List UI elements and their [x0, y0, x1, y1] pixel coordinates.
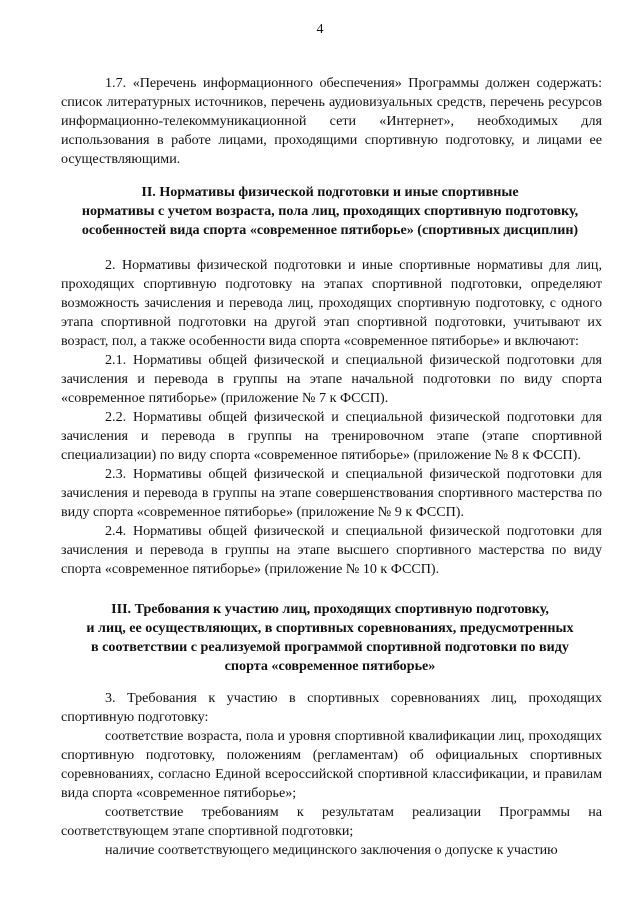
paragraph-3-item-3: наличие соответствующего медицинского заключения о допуске к участию — [105, 842, 558, 858]
section-2-heading — [40, 183, 620, 240]
paragraph-3: 3. Требования к участию в спортивных соревнованиях лиц, проходящих спортивную подготовку: — [61, 690, 602, 725]
heading-line: особенностей вида спорта «современное пятиборье» (спортивных дисциплин) — [81, 222, 579, 238]
paragraph-3-item-2: соответствие требованиям к результатам реализации Программы на соответствующем этапе спортивной подготовки; — [61, 804, 602, 839]
heading-line: II. Нормативы физической подготовки и иные спортивные — [141, 184, 519, 200]
paragraph-2: 2. Нормативы физической подготовки и иные спортивные нормативы для лиц, проходящих спортивную подготовку на этапах спортивной подготовки, определяют возможность зачисления и перевода лиц, проходящих спортивную подготовку, с одного этапа спортивной подготовки на другой этап спортивной подготовки, учитывают их возраст, пол, а также особенности вида спорта «современное пятиборье» и включают: — [61, 257, 602, 349]
page-number: 4 — [316, 22, 324, 37]
heading-line: III. Требования к участию лиц, проходящих спортивную подготовку, — [111, 601, 549, 617]
section-3-body — [61, 689, 602, 860]
paragraph-1-7: 1.7. «Перечень информационного обеспечения» Программы должен содержать: список литературных источников, перечень аудиовизуальных средств, перечень ресурсов информационно-телекоммуникационной сети «Интернет», необходимых для использования в работе лицами, проходящими спортивную подготовку, и лицами ее осуществляющими. — [61, 75, 602, 167]
heading-line: спорта «современное пятиборье» — [224, 658, 436, 674]
section-3-heading — [40, 600, 620, 676]
heading-line: нормативы с учетом возраста, пола лиц, проходящих спортивную подготовку, — [81, 203, 579, 219]
paragraph-3-item-1: соответствие возраста, пола и уровня спортивной квалификации лиц, проходящих спортивную подготовку, положениям (регламентам) об официальных спортивных соревнованиях, согласно Единой всероссийской спортивной классификации, и правилам вида спорта «современное пятиборье»; — [61, 728, 602, 801]
section-2-body — [61, 256, 602, 579]
paragraph-2-4: 2.4. Нормативы общей физической и специальной физической подготовки для зачисления и перевода в группы на этапе высшего спортивного мастерства по виду спорта «современное пятиборье» (приложение № 10 к ФССП). — [61, 523, 602, 577]
paragraph-2-3: 2.3. Нормативы общей физической и специальной физической подготовки для зачисления и перевода в группы на этапе совершенствования спортивного мастерства по виду спорта «современное пятиборье» (приложение № 9 к ФССП). — [61, 466, 602, 520]
heading-line: и лиц, ее осуществляющих, в спортивных соревнованиях, предусмотренных — [86, 620, 574, 636]
section-1-7 — [61, 74, 602, 169]
paragraph-2-2: 2.2. Нормативы общей физической и специальной физической подготовки для зачисления и перевода в группы на тренировочном этапе (этапе спортивной специализации) по виду спорта «современное пятиборье» (приложение № 8 к ФССП). — [61, 409, 602, 463]
heading-line: в соответствии с реализуемой программой спортивной подготовки по виду — [91, 639, 569, 655]
paragraph-2-1: 2.1. Нормативы общей физической и специальной физической подготовки для зачисления и перевода в группы на этапе начальной подготовки по виду спорта «современное пятиборье» (приложение № 7 к ФССП). — [61, 352, 602, 406]
